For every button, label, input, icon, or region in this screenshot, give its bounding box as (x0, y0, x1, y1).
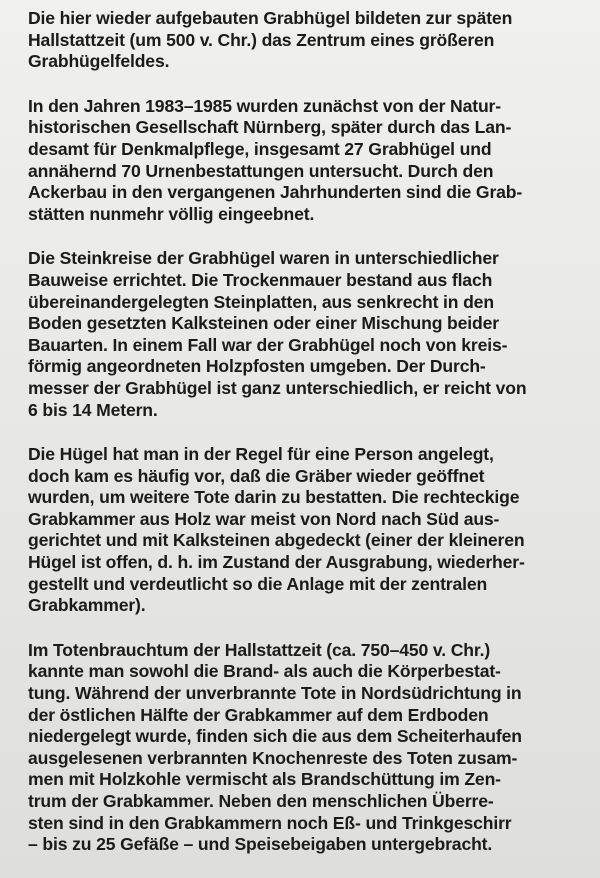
text-line: ausgelesenen verbrannten Knochenreste des Toten zusam- (28, 747, 518, 768)
text-line: Boden gesetzten Kalksteinen oder einer Mischung beider (28, 313, 499, 334)
paragraph-introduction (28, 8, 588, 73)
text-line: Hallstattzeit (um 500 v. Chr.) das Zentrum eines größeren (28, 29, 495, 50)
text-line: stätten nunmehr völlig eingeebnet. (28, 203, 315, 224)
text-line: trum der Grabkammer. Neben den menschlichen Überre- (28, 791, 494, 811)
text-line: Bauweise errichtet. Die Trockenmauer bestand aus flach (28, 269, 493, 290)
text-line: Grabhügelfeldes. (28, 51, 170, 72)
text-line: Hügel ist offen, d. h. im Zustand der Ausgrabung, wiederher- (28, 552, 525, 573)
text-line: förmig angeordneten Holzpfosten umgeben. Der Durch- (28, 356, 486, 377)
paragraph-stone-circles (28, 248, 588, 421)
text-line: sten sind in den Grabkammern noch Eß- und Trinkgeschirr (28, 812, 512, 833)
text-line: tung. Während der unverbrannte Tote in Nordsüdrichtung in (28, 683, 522, 704)
text-line: gestellt und verdeutlicht so die Anlage mit der zentralen (28, 573, 488, 594)
text-line: übereinandergelegten Steinplatten, aus senkrecht in den (28, 291, 494, 312)
text-line: messer der Grabhügel ist ganz unterschiedlich, er reicht von (28, 377, 527, 398)
paragraph-burial-chambers (28, 444, 588, 617)
text-line: annähernd 70 Urnenbestattungen untersucht. Durch den (28, 160, 494, 181)
text-line: Die Steinkreise der Grabhügel waren in unterschiedlicher (28, 248, 499, 269)
text-line: 6 bis 14 Metern. (28, 399, 158, 420)
paragraph-burial-customs (28, 640, 588, 856)
text-line: Die Hügel hat man in der Regel für eine Person angelegt, (28, 444, 494, 465)
text-line: Ackerbau in den vergangenen Jahrhunderten sind die Grab- (28, 182, 523, 203)
text-line: der östlichen Hälfte der Grabkammer auf dem Erdboden (28, 704, 489, 725)
paragraph-excavation (28, 96, 588, 226)
text-line: – bis zu 25 Gefäße – und Speisebeigaben untergebracht. (28, 834, 493, 855)
text-line: desamt für Denkmalpflege, insgesamt 27 Grabhügel und (28, 138, 492, 159)
text-line: Im Totenbrauchtum der Hallstattzeit (ca. 750–450 v. Chr.) (28, 639, 491, 660)
text-line: gerichtet und mit Kalksteinen abgedeckt (einer der kleineren (28, 530, 525, 551)
text-line: Grabkammer). (28, 595, 146, 616)
text-line: historischen Gesellschaft Nürnberg, später durch das Lan- (28, 117, 512, 138)
text-line: wurden, um weitere Tote darin zu bestatten. Die rechteckige (28, 487, 520, 508)
text-line: In den Jahren 1983–1985 wurden zunächst von der Natur- (28, 95, 501, 116)
text-line: niedergelegt wurde, finden sich die aus dem Scheiterhaufen (28, 726, 522, 747)
text-line: Grabkammer aus Holz war meist von Nord nach Süd aus- (28, 508, 500, 529)
text-line: kannte man sowohl die Brand- als auch die Körperbestat- (28, 661, 501, 682)
text-line: men mit Holzkohle vermischt als Brandschüttung im Zen- (28, 769, 501, 790)
text-line: Die hier wieder aufgebauten Grabhügel bildeten zur späten (28, 8, 513, 28)
text-line: Bauarten. In einem Fall war der Grabhügel noch von kreis- (28, 334, 508, 355)
text-line: doch kam es häufig vor, daß die Gräber wieder geöffnet (28, 465, 485, 486)
